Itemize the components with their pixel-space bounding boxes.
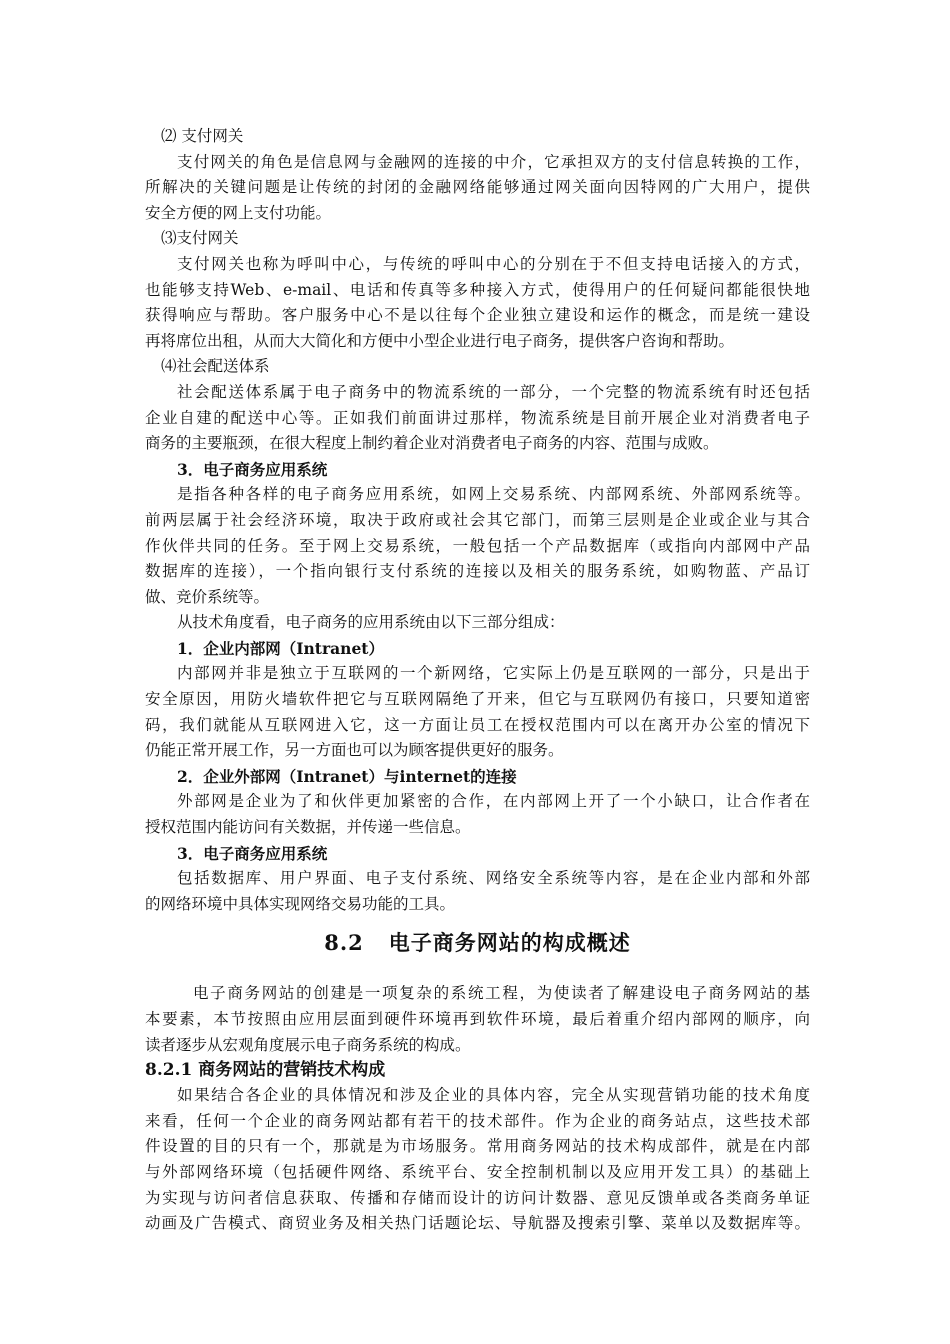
paragraph-line: 本要素，本节按照由应用层面到硬件环境再到软件环境，最后着重介绍内部网的顺序，向 <box>145 1010 810 1028</box>
paragraph-line: 授权范围内能访问有关数据，并传递一些信息。 <box>145 818 471 837</box>
heading-intranet: 1．企业内部网（Intranet） <box>177 638 384 658</box>
paragraph-line: 获得响应与帮助。客户服务中心不是以往每个企业独立建设和运作的概念，而是统一建设 <box>145 306 810 325</box>
heading-ecommerce-application-system: 3．电子商务应用系统 <box>177 459 328 479</box>
paragraph-line: 再将席位出租，从而大大简化和方便中小型企业进行电子商务，提供客户咨询和帮助。 <box>145 331 735 350</box>
paragraph-line: 数据库的连接），一个指向银行支付系统的连接以及相关的服务系统，如购物蓝、产品订 <box>145 562 810 581</box>
heading-extranet: 2．企业外部网（Intranet）与internet的连接 <box>177 766 517 786</box>
paragraph-line: 动画及广告模式、商贸业务及相关热门话题论坛、导航器及搜索引擎、菜单以及数据库等。 <box>145 1214 810 1233</box>
subheading-delivery-system: ⑷社会配送体系 <box>161 357 270 376</box>
paragraph-line: 内部网并非是独立于互联网的一个新网络，它实际上仍是互联网的一部分，只是出于 <box>177 664 810 683</box>
paragraph-line: 企业自建的配送中心等。正如我们前面讲过那样，物流系统是目前开展企业对消费者电子 <box>145 408 810 427</box>
paragraph-line: 前两层属于社会经济环境，取决于政府或社会其它部门，而第三层则是企业或企业与其合 <box>145 510 810 529</box>
paragraph-line: 支付网关的角色是信息网与金融网的连接的中介，它承担双方的支付信息转换的工作， <box>177 152 810 171</box>
paragraph-line: 的网络环境中具体实现网络交易功能的工具。 <box>145 894 456 913</box>
section-title <box>145 927 810 959</box>
paragraph-line: 也能够支持Web、e-mail、电话和传真等多种接入方式，使得用户的任何疑问都能很快地 <box>145 280 810 299</box>
paragraph-line: 安全方便的网上支付功能。 <box>145 203 332 222</box>
subheading-payment-gateway-2: ⑵ 支付网关 <box>161 127 244 145</box>
paragraph-line: 所解决的关键问题是让传统的封闭的金融网络能够通过网关面向因特网的广大用户，提供 <box>145 178 810 197</box>
paragraph-line: 外部网是企业为了和伙伴更加紧密的合作，在内部网上开了一个小缺口，让合作者在 <box>177 792 810 811</box>
paragraph-line: 仍能正常开展工作，另一方面也可以为顾客提供更好的服务。 <box>145 741 564 760</box>
paragraph-line: 来看，任何一个企业的商务网站都有若干的技术部件。作为企业的商务站点，这些技术部 <box>145 1111 810 1130</box>
paragraph-line: 从技术角度看，电子商务的应用系统由以下三部分组成： <box>177 613 565 632</box>
paragraph-line: 读者逐步从宏观角度展示电子商务系统的构成。 <box>145 1035 471 1054</box>
paragraph-line: 商务的主要瓶颈，在很大程度上制约着企业对消费者电子商务的内容、范围与成败。 <box>145 434 719 453</box>
paragraph-line: 码，我们就能从互联网进入它，这一方面让员工在授权范围内可以在离开办公室的情况下 <box>145 715 810 734</box>
subsection-title: 8.2.1 商务网站的营销技术构成 <box>145 1060 386 1081</box>
paragraph-line: 如果结合各企业的具体情况和涉及企业的具体内容，完全从实现营销功能的技术角度 <box>177 1086 810 1105</box>
paragraph-line: 为实现与访问者信息获取、传播和存储而设计的访问计数器、意见反馈单或各类商务单证 <box>145 1188 810 1207</box>
paragraph-line: 电子商务网站的创建是一项复杂的系统工程，为使读者了解建设电子商务网站的基 <box>193 984 810 1003</box>
section-title-text: 电子商务网站的构成概述 <box>388 930 631 956</box>
paragraph-line: 做、竞价系统等。 <box>145 587 270 606</box>
section-number: 8.2 <box>324 930 364 956</box>
heading-ecommerce-application-system-2: 3．电子商务应用系统 <box>177 843 328 863</box>
subheading-payment-gateway-3: ⑶支付网关 <box>161 229 239 248</box>
paragraph-line: 安全原因，用防火墙软件把它与互联网隔绝了开来，但它与互联网仍有接口，只要知道密 <box>145 690 810 709</box>
paragraph-line: 与外部网络环境（包括硬件网络、系统平台、安全控制机制以及应用开发工具）的基础上 <box>145 1162 810 1181</box>
paragraph-line: 是指各种各样的电子商务应用系统，如网上交易系统、内部网系统、外部网系统等。 <box>177 485 810 504</box>
paragraph-line: 支付网关也称为呼叫中心，与传统的呼叫中心的分别在于不但支持电话接入的方式， <box>177 254 810 273</box>
paragraph-line: 包括数据库、用户界面、电子支付系统、网络安全系统等内容，是在企业内部和外部 <box>177 869 810 888</box>
paragraph-line: 作伙伴共同的任务。至于网上交易系统，一般包括一个产品数据库（或指向内部网中产品 <box>145 536 810 555</box>
paragraph-line: 件设置的目的只有一个，那就是为市场服务。常用商务网站的技术构成部件，就是在内部 <box>145 1137 810 1156</box>
paragraph-line: 社会配送体系属于电子商务中的物流系统的一部分，一个完整的物流系统有时还包括 <box>177 382 810 401</box>
document-page <box>145 124 810 1237</box>
